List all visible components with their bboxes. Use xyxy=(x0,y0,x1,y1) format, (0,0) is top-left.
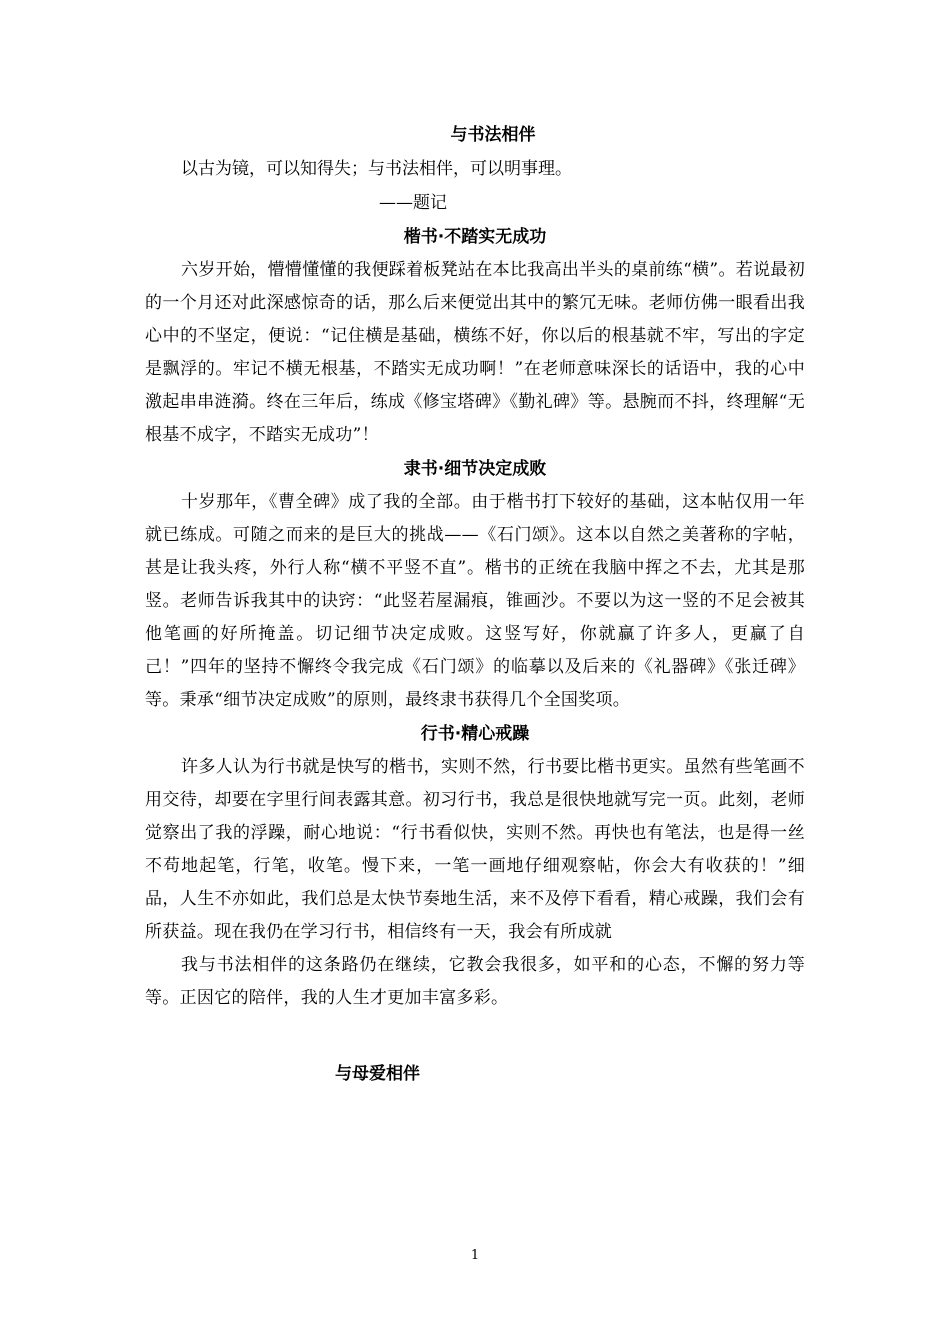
spacer xyxy=(145,1015,805,1057)
section-paragraph-lishu: 十岁那年，《曹全碑》成了我的全部。由于楷书打下较好的基础，这本帖仅用一年就已练成。可随之而来的是巨大的挑战——《石门颂》。这本以自然之美著称的字帖，甚是让我头疼，外行人称“横不平竖不直”。楷书的正统在我脑中挥之不去，尤其是那竖。老师告诉我其中的诀窍：“此竖若屋漏痕，锥画沙。不要以为这一竖的不足会被其他笔画的好所掩盖。切记细节决定成败。这竖写好，你就赢了许多人，更赢了自己！”四年的坚持不懈终令我完成《石门颂》的临摹以及后来的《礼器碑》《张迁碑》等。秉承“细节决定成败”的原则，最终隶书获得几个全国奖项。 xyxy=(145,492,805,710)
document-page xyxy=(145,118,805,1091)
epigraph: 以古为镜，可以知得失；与书法相伴，可以明事理。 xyxy=(181,159,572,179)
epigraph-attribution: ——题记 xyxy=(379,193,447,213)
section-heading-lishu: 隶书·细节决定成败 xyxy=(403,459,547,479)
section-heading-xingshu: 行书·精心戒躁 xyxy=(420,724,530,744)
section-heading-kaishu: 楷书·不踏实无成功 xyxy=(403,227,547,247)
document-title: 与书法相伴 xyxy=(450,125,536,145)
next-essay-title: 与母爱相伴 xyxy=(335,1064,420,1084)
conclusion-paragraph: 我与书法相伴的这条路仍在继续，它教会我很多，如平和的心态，不懈的努力等等。正因它的陪伴，我的人生才更加丰富多彩。 xyxy=(145,955,805,1008)
section-paragraph-kaishu: 六岁开始，懵懵懂懂的我便踩着板凳站在本比我高出半头的桌前练“横”。若说最初的一个月还对此深感惊奇的话，那么后来便觉出其中的繁冗无味。老师仿佛一眼看出我心中的不坚定，便说：“记住横是基础，横练不好，你以后的根基就不牢，写出的字定是飘浮的。牢记不横无根基，不踏实无成功啊！”在老师意味深长的话语中，我的心中激起串串涟漪。终在三年后，练成《修宝塔碑》《勤礼碑》等。悬腕而不抖，终理解“无根基不成字，不踏实无成功”！ xyxy=(145,260,805,445)
page-number: 1 xyxy=(470,1248,480,1263)
section-paragraph-xingshu: 许多人认为行书就是快写的楷书，实则不然，行书要比楷书更实。虽然有些笔画不用交待，却要在字里行间表露其意。初习行书，我总是很快地就写完一页。此刻，老师觉察出了我的浮躁，耐心地说：“行书看似快，实则不然。再快也有笔法，也是得一丝不苟地起笔，行笔，收笔。慢下来，一笔一画地仔细观察帖，你会大有收获的！”细品，人生不亦如此，我们总是太快节奏地生活，来不及停下看看，精心戒躁，我们会有所获益。现在我仍在学习行书，相信终有一天，我会有所成就 xyxy=(145,757,805,942)
